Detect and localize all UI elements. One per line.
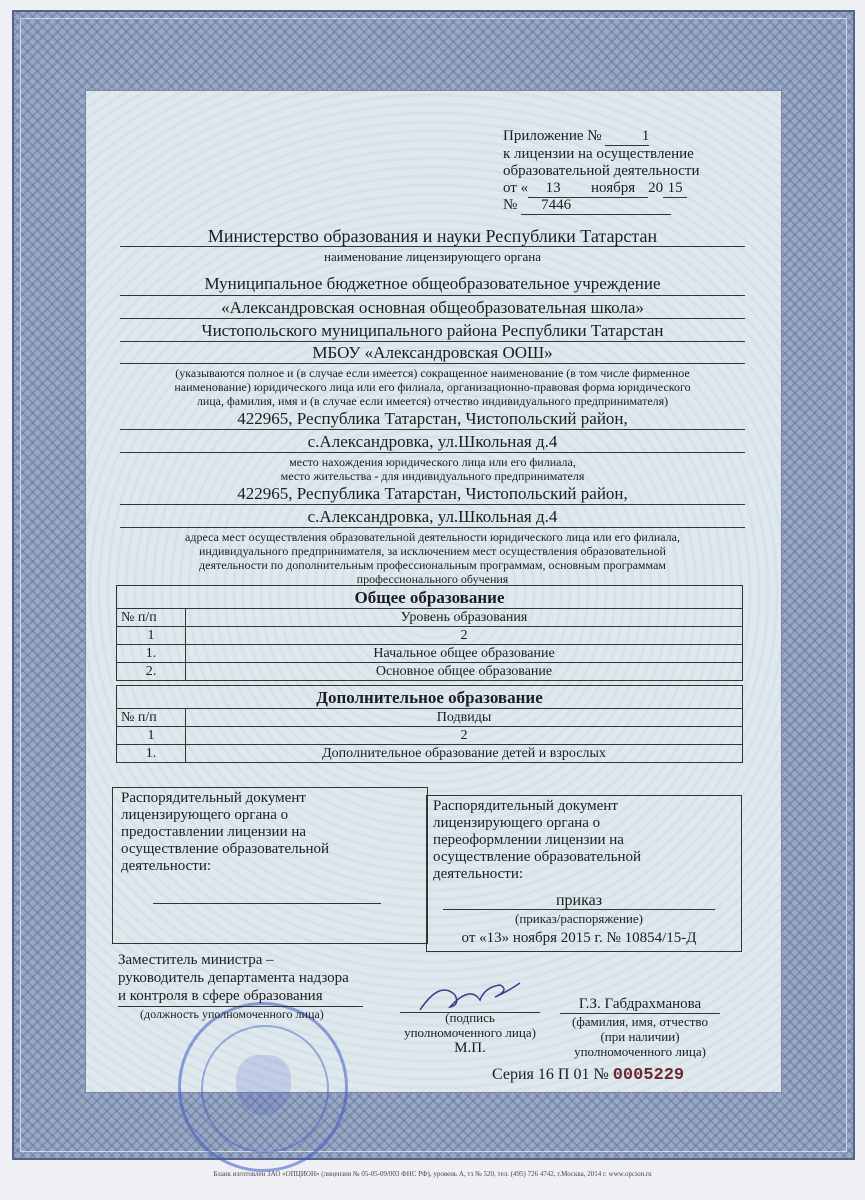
official-seal	[178, 1002, 348, 1172]
appendix-label: Приложение № 1	[503, 128, 650, 144]
address-caption3: деятельности по дополнительным профессиональным программам, основным программам	[199, 558, 666, 572]
location-line1: 422965, Республика Татарстан, Чистопольский район,	[237, 409, 628, 428]
address-caption1: адреса мест осуществления образовательной деятельности юридического лица или его филиала,	[185, 530, 680, 544]
col-number-header: № п/п	[117, 609, 186, 627]
position-caption: (должность уполномоченного лица)	[140, 1007, 324, 1021]
printer-footer: Бланк изготовлен ЗАО «ОПЦИОН» (лицензия № 05-05-09/003 ФНС РФ), уровень А, тз № 520, тел. (495) 726 4742, г.Москва, 2014 г. www.opcion.ru	[213, 1170, 652, 1178]
additional-education-title: Дополнительное образование	[117, 686, 743, 709]
org-caption1: (указываются полное и (в случае если имеется) сокращенное наименование (в том числе фирменное	[175, 366, 690, 380]
org-line2: «Александровская основная общеобразовательная школа»	[221, 298, 644, 317]
table-row: 1. Дополнительное образование детей и взрослых	[117, 745, 743, 763]
licensing-body-caption: наименование лицензирующего органа	[324, 249, 541, 264]
location-caption2: место жительства - для индивидуального предпринимателя	[280, 469, 585, 483]
sign-caption2: уполномоченного лица)	[404, 1025, 536, 1040]
appendix-activity: образовательной деятельности	[503, 163, 700, 179]
divider	[120, 318, 745, 319]
col-subtype-header: Подвиды	[186, 709, 743, 727]
col-level-header: Уровень образования	[186, 609, 743, 627]
name-caption3: уполномоченного лица)	[574, 1044, 706, 1059]
series-number: 0005229	[612, 1066, 685, 1085]
name-caption1: (фамилия, имя, отчество	[572, 1014, 708, 1029]
org-short-name: МБОУ «Александровская ООШ»	[312, 343, 553, 362]
grant-document-blank-line	[153, 903, 381, 904]
org-line3: Чистопольского муниципального района Республики Татарстан	[201, 321, 664, 340]
licensing-body-name: Министерство образования и науки Республики Татарстан	[207, 226, 658, 246]
table-header-row	[117, 609, 743, 627]
divider	[120, 527, 745, 528]
position-line1: Заместитель министра –	[118, 952, 274, 968]
divider	[120, 504, 745, 505]
document-date: от «13» ноября 2015 г. № 10854/15-Д	[461, 930, 697, 946]
document-type: приказ	[443, 892, 715, 910]
name-caption2: (при наличии)	[600, 1029, 680, 1044]
org-line1: Муниципальное бюджетное общеобразовательное учреждение	[204, 274, 661, 293]
position-line2: руководитель департамента надзора	[118, 970, 349, 986]
divider	[120, 452, 745, 453]
additional-education-table	[116, 685, 743, 763]
address-caption2: индивидуального предпринимателя, за исключением мест осуществления образовательной	[199, 544, 666, 558]
location-line2: с.Александровка, ул.Школьная д.4	[307, 432, 558, 451]
position-line3: и контроля в сфере образования	[118, 988, 323, 1004]
table-header-row	[117, 709, 743, 727]
series-line	[492, 1066, 684, 1085]
org-caption2: наименование) юридического лица или его филиала, организационно-правовая форма юридического	[174, 380, 691, 394]
appendix-number: 1	[605, 128, 649, 146]
sign-caption1: (подпись	[445, 1010, 495, 1025]
divider	[120, 295, 745, 296]
signatory-name: Г.З. Габдрахманова	[578, 996, 702, 1012]
table-index-row: 1 2	[117, 627, 743, 645]
address-line1: 422965, Республика Татарстан, Чистопольский район,	[237, 484, 628, 503]
general-education-title: Общее образование	[117, 586, 743, 609]
general-education-table	[116, 585, 743, 681]
divider	[120, 246, 745, 247]
series-code: 16 П 01	[537, 1066, 590, 1083]
grant-document-box: Распорядительный документ лицензирующего органа о предоставлении лицензии на осуществление образовательной деятельности:	[112, 787, 428, 944]
divider	[120, 341, 745, 342]
col-number-header: № п/п	[117, 709, 186, 727]
table-row: 2. Основное общее образование	[117, 663, 743, 681]
reissue-document-box: Распорядительный документ лицензирующего органа о переоформлении лицензии на осуществление образовательной деятельности: приказ (приказ/распоряжение) от «13» ноября 2015 г. № 10854/15-Д	[426, 795, 742, 952]
location-caption1: место нахождения юридического лица или его филиала,	[289, 455, 576, 469]
series-label: Серия	[492, 1066, 534, 1083]
stamp-place-label: М.П.	[454, 1040, 486, 1056]
org-caption3: лица, фамилия, имя и (в случае если имеется) отчество индивидуального предпринимателя)	[196, 394, 669, 408]
divider	[120, 363, 745, 364]
divider	[120, 429, 745, 430]
table-row: 1. Начальное общее образование	[117, 645, 743, 663]
appendix-to-license: к лицензии на осуществление	[503, 146, 694, 162]
table-index-row: 1 2	[117, 727, 743, 745]
address-line2: с.Александровка, ул.Школьная д.4	[307, 507, 558, 526]
document-type-caption: (приказ/распоряжение)	[515, 911, 643, 926]
appendix-date: от « 13 ноября 20 15	[503, 180, 687, 198]
series-number-label: №	[593, 1066, 609, 1083]
address-caption4: профессионального обучения	[356, 572, 509, 586]
appendix-license-number: № 7446	[503, 197, 671, 215]
